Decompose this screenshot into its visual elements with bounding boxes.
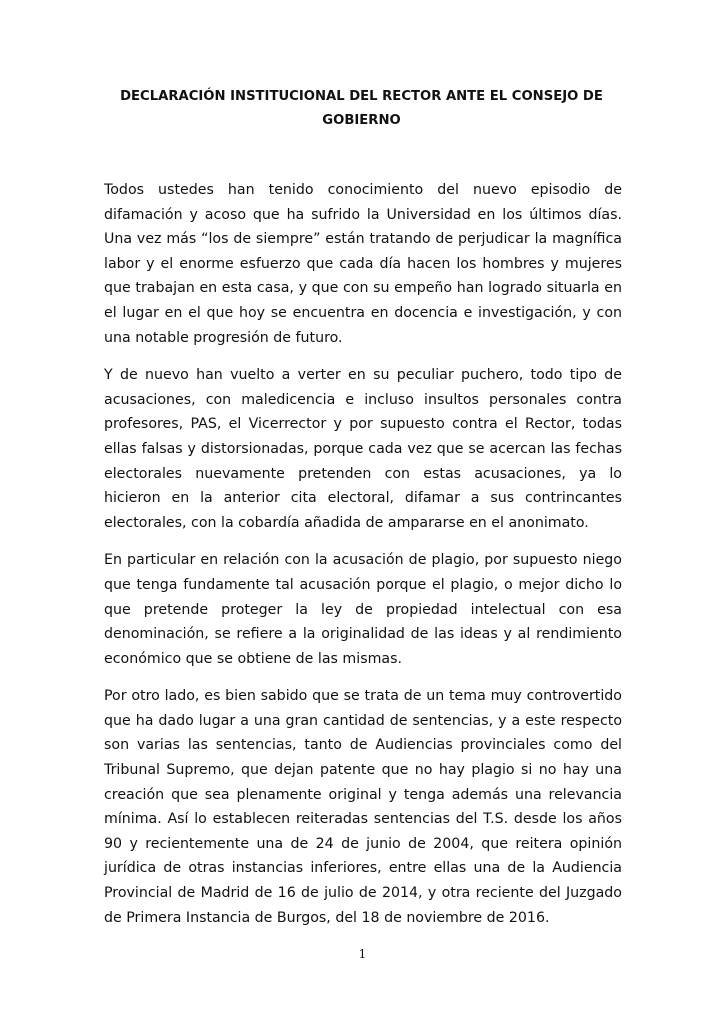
paragraph-4: Por otro lado, es bien sabido que se trata de un tema muy controvertido que ha dado lugar a una gran cantidad de sentencias, y a este respecto son varias las sentencias, tanto de Audiencias provinciales como del Tribunal Supremo, que dejan patente que no hay plagio si no hay una creación que sea plenamente original y tenga además una relevancia mínima. Así lo establecen reiteradas sentencias del T.S. desde los años 90 y recientemente una de 24 de junio de 2004, que reitera opinión jurídica de otras instancias inferiores, entre ellas una de la Audiencia Provincial de Madrid de 16 de julio de 2014, y otra reciente del Juzgado de Primera Instancia de Burgos, del 18 de noviembre de 2016. xyxy=(104,688,622,926)
document-body xyxy=(104,178,622,943)
page-number: 1 xyxy=(358,947,367,961)
paragraph-2: Y de nuevo han vuelto a verter en su peculiar puchero, todo tipo de acusaciones, con maledicencia e incluso insultos personales contra profesores, PAS, el Vicerrector y por supuesto contra el Rector, todas ellas falsas y distorsionadas, porque cada vez que se acercan las fechas electorales nuevamente pretenden con estas acusaciones, ya lo hicieron en la anterior cita electoral, difamar a sus contrincantes electorales, con la cobardía añadida de ampararse en el anonimato. xyxy=(104,367,622,531)
paragraph-3: En particular en relación con la acusación de plagio, por supuesto niego que tenga fundamente tal acusación porque el plagio, o mejor dicho lo que pretende proteger la ley de propiedad intelectual con esa denominación, se refiere a la originalidad de las ideas y al rendimiento económico que se obtiene de las mismas. xyxy=(104,552,622,667)
paragraph-1: Todos ustedes han tenido conocimiento del nuevo episodio de difamación y acoso que ha sufrido la Universidad en los últimos días. Una vez más “los de siempre” están tratando de perjudicar la magnífica labor y el enorme esfuerzo que cada día hacen los hombres y mujeres que trabajan en esta casa, y que con su empeño han logrado situarla en el lugar en el que hoy se encuentra en docencia e investigación, y con una notable progresión de futuro. xyxy=(104,182,622,346)
document-title: DECLARACIÓN INSTITUCIONAL DEL RECTOR ANTE EL CONSEJO DE GOBIERNO xyxy=(120,89,603,128)
